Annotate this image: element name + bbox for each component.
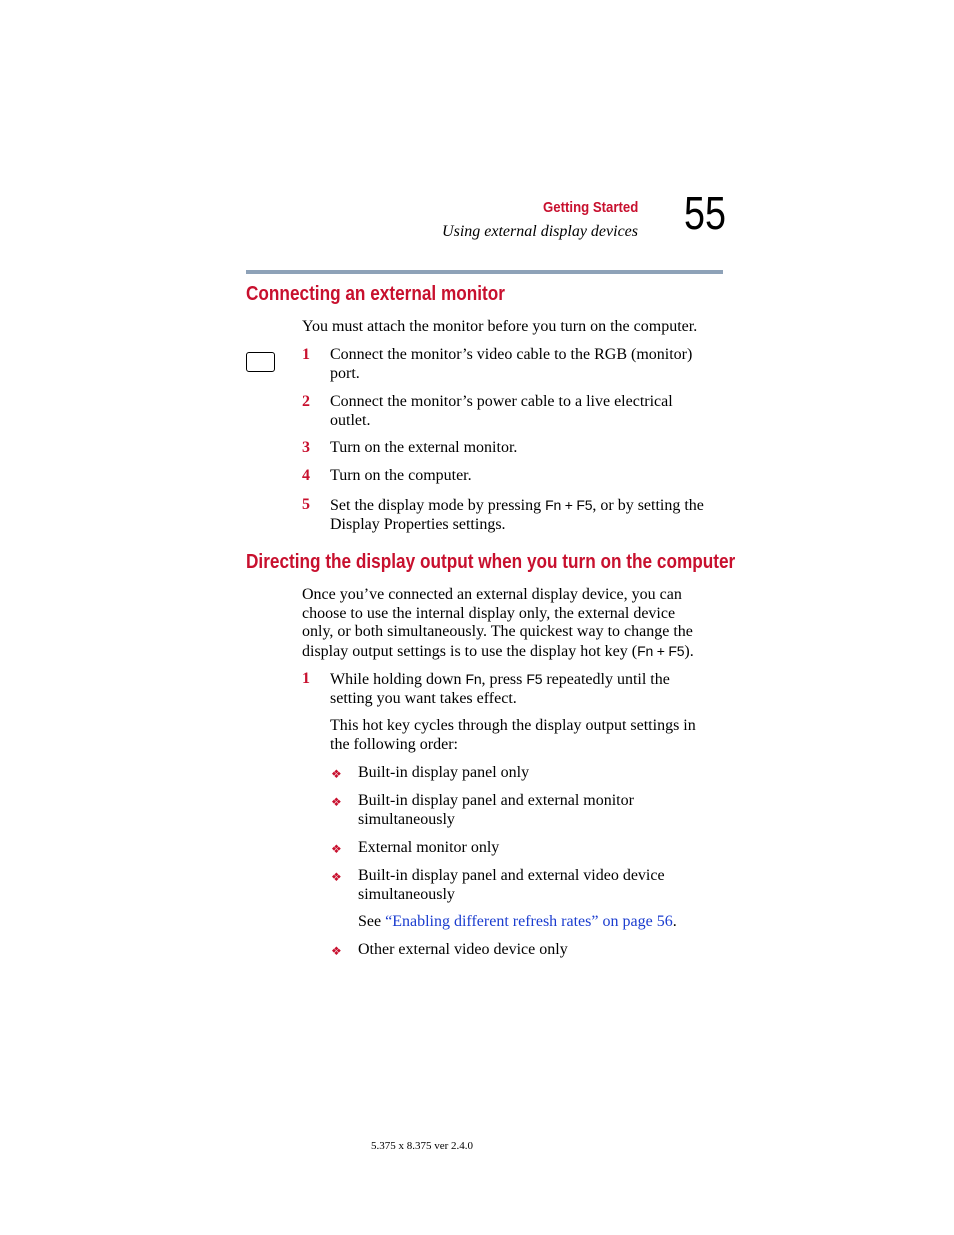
bullet-text: External monitor only xyxy=(358,839,500,856)
bullet-icon: ❖ xyxy=(331,870,342,884)
key-f5: F5 xyxy=(526,671,543,687)
step-number: 2 xyxy=(302,393,310,410)
page-number: 55 xyxy=(684,187,726,239)
step-text: Connect the monitor’s video cable to the RGB (monitor) port. xyxy=(330,346,693,382)
step-text: Turn on the external monitor. xyxy=(330,439,518,456)
bullet-icon: ❖ xyxy=(331,944,342,958)
step-number: 3 xyxy=(302,439,310,456)
step-text: Turn on the computer. xyxy=(330,467,472,484)
section-subtitle: Using external display devices xyxy=(442,223,638,240)
bullet-text: Built-in display panel and external monitor simultaneously xyxy=(358,792,634,828)
section-heading-connecting: Connecting an external monitor xyxy=(246,283,505,305)
see-reference: See “Enabling different refresh rates” on page 56. xyxy=(358,913,677,930)
step-number: 1 xyxy=(302,346,310,363)
step-number: 1 xyxy=(302,670,310,687)
bullet-icon: ❖ xyxy=(331,842,342,856)
step-number: 4 xyxy=(302,467,310,484)
bullet-text: Other external video device only xyxy=(358,941,568,958)
bullet-text: Built-in display panel only xyxy=(358,764,530,781)
key-f5: F5 xyxy=(576,497,593,513)
step-text: Set the display mode by pressing Fn + F5, or by setting the Display Properties settings. xyxy=(330,497,704,533)
key-fn: Fn xyxy=(465,671,482,687)
bullet-icon: ❖ xyxy=(331,767,342,781)
bullet-text: Built-in display panel and external video device simultaneously xyxy=(358,867,665,903)
section-heading-directing: Directing the display output when you turn on the computer xyxy=(246,551,736,573)
chapter-title: Getting Started xyxy=(542,199,638,216)
refresh-rates-link[interactable]: “Enabling different refresh rates” on page 56 xyxy=(385,913,673,930)
header-rule xyxy=(246,270,723,274)
bullet-icon: ❖ xyxy=(331,795,342,809)
key-fn: Fn xyxy=(545,497,562,513)
step-text: While holding down Fn, press F5 repeatedly until the setting you want takes effect. xyxy=(330,671,670,707)
step-text: Connect the monitor’s power cable to a live electrical outlet. xyxy=(330,393,673,429)
margin-note-icon xyxy=(246,352,275,372)
key-fn: Fn xyxy=(637,642,654,659)
body-paragraph: Once you’ve connected an external display device, you can choose to use the internal display only, the external device only, or both simultaneously. The quickest way to change the display output settings is to use the display hot key (Fn + F5). xyxy=(302,586,694,660)
cycle-paragraph: This hot key cycles through the display output settings in the following order: xyxy=(330,717,696,753)
key-f5: F5 xyxy=(668,642,685,659)
footer-version: 5.375 x 8.375 ver 2.4.0 xyxy=(371,1140,474,1152)
step-number: 5 xyxy=(302,496,310,513)
intro-paragraph: You must attach the monitor before you turn on the computer. xyxy=(302,318,698,335)
